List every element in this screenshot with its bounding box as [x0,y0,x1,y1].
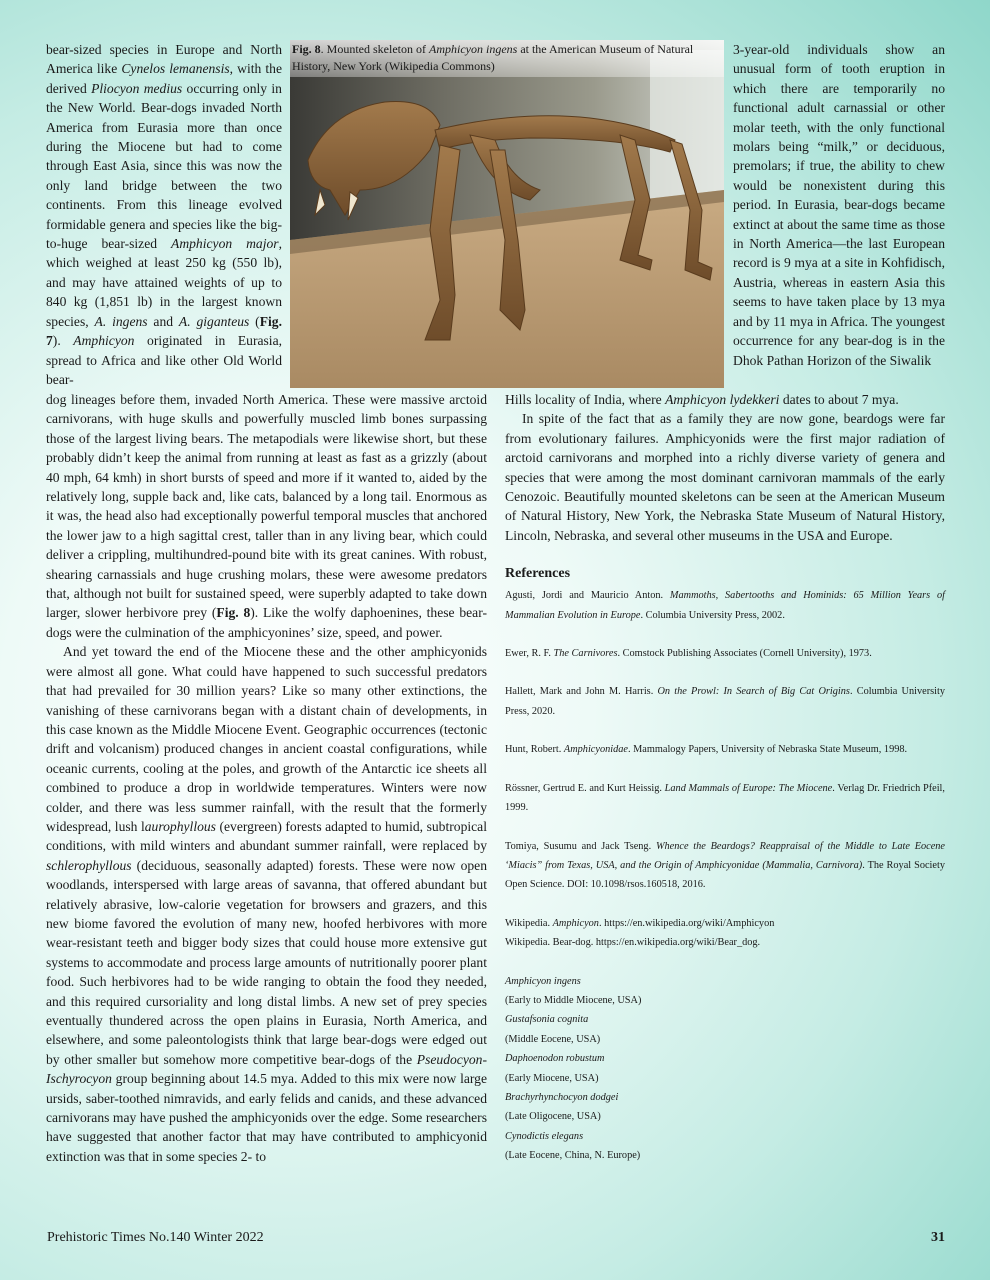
caption-text: . Mounted skeleton of [320,42,429,56]
text-run: ). [52,333,74,349]
caption-text: at the American Museum of Natural History, New York (Wikipedia Commons) [292,42,694,73]
text-run: ). Like the wolfy daphoenines, these bear-dogs were the culmination of the amphicyonines’ size, speed, and power. [46,605,487,640]
text-run: And yet toward the end of the Miocene these and the other amphicyonids were almost all gone. What could have happened to such successful predators that had prevailed for 30 million years? Like so many other extinctions, the vanishing of these carnivorans began with a distant chain of developments, in this case known as the Middle Miocene Event. Geographic occurrences (tectonic drift and volcanism) produced changes in ancient coastal configurations, while oceanic currents, cooling at the poles, and growth of the Antarctic ice sheets all combined to produce a drop in worldwide temperatures. Winters were now colder, and there was less summer rainfall, with the result that the formerly widespread, lush l [46,644,487,834]
page-number: 31 [931,1230,945,1245]
figure-reference: Fig. 8 [216,605,251,621]
article-column-left-top [46,40,282,389]
species-name: Pseudocyon-Ischyrocyon [46,1051,487,1087]
figure-8 [290,40,724,388]
footer-publication: Prehistoric Times No.140 Winter 2022 [47,1230,264,1245]
text-run: (deciduous, seasonally adapted) forests. These were now open woodlands, interspersed with large areas of savanna, that offered abundant but relatively abrasive, low-calorie vegetation for browsers and grazers, and this new biome favored the evolution of many new, hoofed herbivores with more wear-resistant teeth and bigger body sizes that could house more extensive gut systems to accommodate and process large amounts of nutritionally poorer plant food. Such herbivores had to be wide ranging to obtain the food they needed, and this required cursoriality and long distal limbs. A new set of prey species eventually thundered across the open plains in Eurasia, North America, and elsewhere, and some paleontologists think that large bear-dogs were edged out by other smaller but somehow more competitive bear-dogs of the [46,857,487,1067]
text-run: and [147,313,179,329]
paragraph [46,642,487,1166]
text-run: , which weighed at least 250 kg (550 lb), and may have attained weights of up to 840 kg (1,851 lb) in the largest known species, [46,236,283,329]
species-name: Cynelos lemanensis [121,61,230,77]
paragraph: 3-year-old individuals show an unusual form of tooth eruption in which there are temporarily no functional adult carnassial or other molar teeth, with the only functional molars being “milk,” or deciduous, premolars; if true, the ability to chew would be nonexistent during this period. In Eurasia, bear-dogs became extinct at about the same time as those in North America—the last European record is 9 mya at a site in Kohfidisch, Austria, whereas in eastern Asia this seems to have taken place by 13 mya and by 11 mya in Africa. The youngest occurrence for any bear-dog is in the Dhok Pathan Horizon of the Siwalik [733,42,945,368]
article-column-right-top [733,40,945,370]
species-name: Amphicyon [73,333,135,349]
text-run: originated in Eurasia, spread to Africa and like other Old World bear- [46,333,282,387]
figure-caption [290,40,724,77]
paragraph [505,390,945,409]
species-name: Brachyrhynchocyon dodgei [505,1091,619,1103]
species-name: Pliocyon medius [91,80,183,96]
species-name: Amphicyon ingens [505,975,581,987]
text-run: ( [249,313,260,329]
species-name: Gustafsonia cognita [505,1014,589,1026]
text-run: occurring only in the New World. Bear-dogs invaded North America from Eurasia more than once during the Miocene but had to come through East Asia, since this was now the only land bridge between the two continents. From this lineage evolved formidable genera and species like the big-to-huge bear-sized [46,80,282,252]
article-column-right-main [505,390,945,1166]
species-name: Cynodictis elegans [505,1130,584,1142]
reference-item: Wikipedia. Bear-dog. https://en.wikipedia.org/wiki/Bear_dog. [505,937,761,949]
reference-item: Ewer, R. F. The Carnivores. Comstock Publishing Associates (Cornell University), 1973. [505,648,872,660]
text-run: dog lineages before them, invaded North America. These were massive arctoid carnivorans, with huge skulls and powerfully muscled limb bones surpassing those of the largest living bears. The metapodials were likewise short, but these probably didn’t keep the animal from running at least as fast as a grizzly (about 40 mph, 64 kmh) in short bursts of speed and more if it wanted to, aided by the relatively long, supple back and, like cats, balanced by a long tail. Enormous as it was, the head also had exceptionally powerful temporal muscles that anchored the lower jaw to a high sagittal crest, taller than in any living bear, which could deliver a crippling, multihundred-pound bite with its great canines. With robust, shearing carnassials and huge crushing molars, these were awesome predators that, although not built for sustained speed, were superbly adapted to take down larger, slower herbivore prey ( [46,392,487,621]
references-heading: References [505,566,571,582]
skeleton-photo [290,40,724,388]
figure-label: Fig. 8 [292,42,321,56]
species-list [505,972,945,1166]
species-period: (Early Miocene, USA) [505,1072,599,1084]
species-period: (Early to Middle Miocene, USA) [505,994,642,1006]
reference-item: Wikipedia. Amphicyon. https://en.wikipedia.org/wiki/Amphicyon [505,917,775,929]
term: schlerophyllous [46,857,132,873]
paragraph [46,390,487,642]
species-period: (Late Oligocene, USA) [505,1111,601,1123]
species-name: Amphicyon major [171,236,279,252]
term: aurophyllous [144,818,216,834]
figure-reference: Fig. 7 [46,313,282,349]
text-run: bear-sized species in Europe and North America like [46,42,282,77]
reference-item: Hunt, Robert. Amphicyonidae. Mammalogy Papers, University of Nebraska State Museum, 1998. [505,744,908,756]
species-name: A. ingens [94,313,148,329]
text-run: (evergreen) forests adapted to humid, subtropical conditions, with mild winters and abundant summer rainfall, were replaced by [46,818,487,854]
caption-species: Amphicyon ingens [429,42,518,56]
reference-item: Agusti, Jordi and Mauricio Anton. Mammoths, Sabertooths and Hominids: 65 Million Years of Mammalian Evolution in Europe. Columbia University Press, 2002. [505,590,945,621]
text-run: Hills locality of India, where [505,392,666,407]
paragraph: In spite of the fact that as a family they are now gone, beardogs were far from evolutionary failures. Amphicyonids were the first major radiation of arctoid carnivorans and morphed into a richly diverse variety of genera and species that were among the most dominant carnivoran mammals of the early Cenozoic. Beautifully mounted skeletons can be seen at the American Museum of Natural History, New York, the Nebraska State Museum of Natural History, Lincoln, Nebraska, and several other museums in the USA and Europe. [505,411,945,543]
species-name: A. giganteus [178,313,250,329]
species-period: (Middle Eocene, USA) [505,1033,601,1045]
text-run: , with the derived [46,61,282,96]
reference-item: Tomiya, Susumu and Jack Tseng. Whence the Beardogs? Reappraisal of the Middle to Late Eocene ‘Miacis” from Texas, USA, and the Origin of Amphicyonidae (Mammalia, Carnivora). The Royal Society Open Science. DOI: 10.1098/rsos.160518, 2016. [505,840,945,891]
species-period: (Late Eocene, China, N. Europe) [505,1150,641,1162]
article-column-left-main [46,390,487,1166]
species-name: Daphoenodon robustum [505,1053,605,1065]
text-run: dates to about 7 mya. [779,392,899,407]
species-name: Amphicyon lydekkeri [665,392,780,407]
reference-item: Hallett, Mark and John M. Harris. On the Prowl: In Search of Big Cat Origins. Columbia University Press, 2020. [505,686,946,717]
text-run: group beginning about 14.5 mya. Added to this mix were now large ursids, saber-toothed nimravids, and early felids and canids, and these advanced carnivorans may have pushed the amphicyonids over the edge. Some researchers have suggested that another factor that may have contributed to amphicyonid extinction was that in some species 2- to [46,1071,487,1164]
reference-item: Rössner, Gertrud E. and Kurt Heissig. Land Mammals of Europe: The Miocene. Verlag Dr. Friedrich Pfeil, 1999. [505,782,945,814]
